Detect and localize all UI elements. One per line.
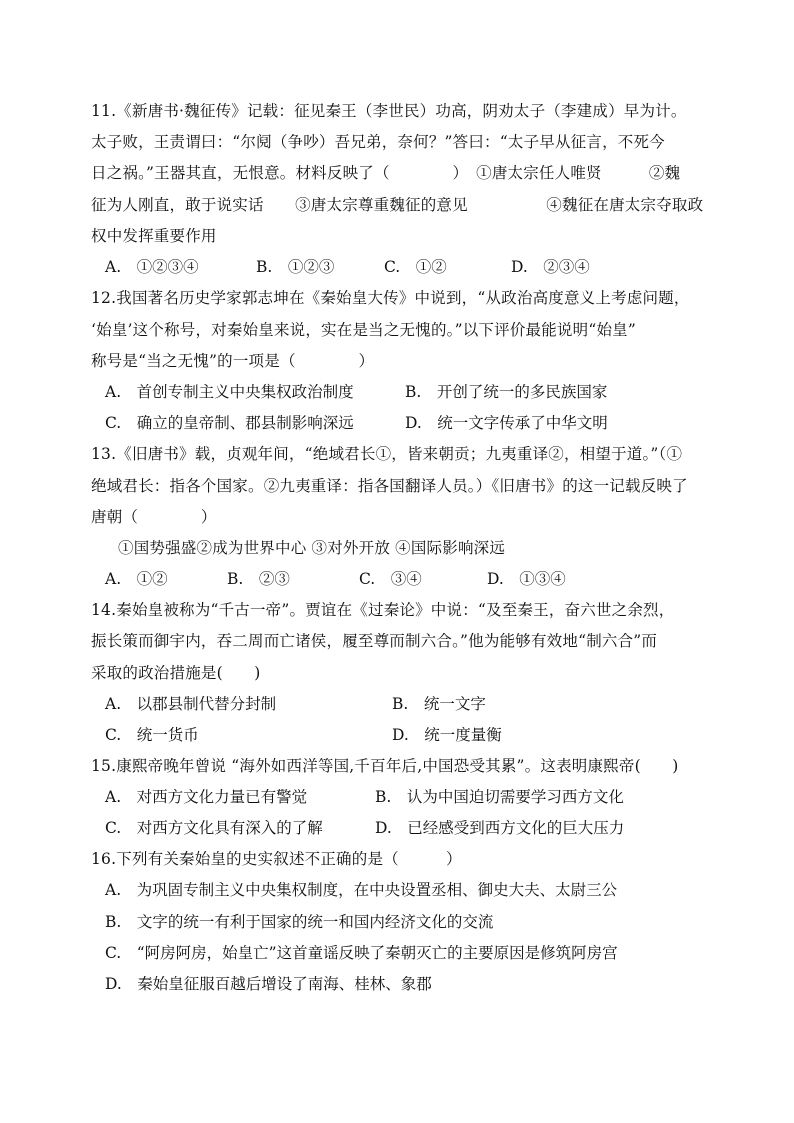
q14-option-c: C. 统一货币 [105,726,199,744]
q16-option-a-row [105,880,705,900]
q13-option-d: D. ①③④ [487,570,566,588]
q14-line-3: 采取的政治措施是( ) [91,664,261,682]
q16-option-b-row [105,912,705,932]
q14-option-d: D. 统一度量衡 [392,726,502,744]
q14-line-1: 14.秦始皇被称为“千古一帝”。贾谊在《过秦论》中说：“及至秦王，奋六世之余烈， [91,601,675,619]
q11-options [105,257,705,277]
q13-option-c: C. ③④ [359,570,422,588]
q14-options-row-2 [105,725,705,745]
q16-option-c: C. “阿房阿房，始皇亡”这首童谣反映了秦朝灭亡的主要原因是修筑阿房宫 [105,944,618,962]
q12-option-b: B. 开创了统一的多民族国家 [405,383,608,401]
q11-option-c: C. ①② [384,258,447,276]
q14-option-a: A. 以郡县制代替分封制 [105,695,277,713]
q15-option-c: C. 对西方文化具有深入的了解 [105,819,323,837]
q15-options-row-2 [105,818,705,838]
q15-line-1: 15.康熙帝晚年曾说 “海外如西洋等国,千百年后,中国恐受其累”。这表明康熙帝( ) [91,757,679,775]
q16-line-1: 16.下列有关秦始皇的史实叙述不正确的是（ ） [91,850,462,868]
q15-option-b: B. 认为中国迫切需要学习西方文化 [375,788,624,806]
q12-line-3: 称号是“当之无愧”的一项是（ ） [91,352,375,370]
q16-option-d: D. 秦始皇征服百越后增设了南海、桂林、象郡 [105,975,432,993]
q11-option-d: D. ②③④ [511,258,590,276]
q13-statements: ①国势强盛②成为世界中心 ③对外开放 ④国际影响深远 [118,539,506,557]
q15-options-row-1 [105,787,705,807]
q12-options-row-1 [105,382,705,402]
q16-option-b: B. 文字的统一有利于国家的统一和国内经济文化的交流 [105,913,494,931]
q11-line-3: 日之祸。”王器其直，无恨意。材料反映了（ ） ①唐太宗任人唯贤 ②魏 [91,164,681,182]
q16-option-a: A. 为巩固专制主义中央集权制度，在中央设置丞相、御史大夫、太尉三公 [105,881,618,899]
q13-option-a: A. ①② [105,570,168,588]
q11-option-b: B. ①②③ [256,258,335,276]
q16-option-d-row [105,974,705,994]
q15-option-d: D. 已经感受到西方文化的巨大压力 [375,819,625,837]
q12-option-c: C. 确立的皇帝制、郡县制影响深远 [105,414,354,432]
q12-line-2: ‘始皇’这个称号，对秦始皇来说，实在是当之无愧的。”以下评价最能说明“始皇” [91,321,636,339]
q12-option-d: D. 统一文字传承了中华文明 [405,414,608,432]
q14-option-b: B. 统一文字 [392,695,486,713]
q13-options [105,569,705,589]
q13-option-b: B. ②③ [227,570,290,588]
q11-option-a: A. ①②③④ [105,258,199,276]
q13-line-1: 13.《旧唐书》载，贞观年间，“绝域君长①，皆来朝贡；九夷重译②，相望于道。”（① [91,445,683,463]
q14-line-2: 振长策而御宇内，吞二周而亡诸侯，履至尊而制六合。”他为能够有效地“制六合”而 [91,632,658,650]
q12-line-1: 12.我国著名历史学家郭志坤在《秦始皇大传》中说到，“从政治高度意义上考虑问题， [91,289,690,307]
q15-option-a: A. 对西方文化力量已有警觉 [105,788,308,806]
q12-option-a: A. 首创专制主义中央集权政治制度 [105,383,354,401]
q11-line-2: 太子败，王责谓曰：“尔阋（争吵）吾兄弟，奈何？”答曰：“太子早从征言，不死今 [91,133,665,151]
q14-options-row-1 [105,694,705,714]
q12-options-row-2 [105,413,705,433]
q13-line-3: 唐朝（ ） [91,508,217,526]
q16-option-c-row [105,943,705,963]
q11-line-5: 权中发挥重要作用 [91,227,217,245]
q11-line-4: 征为人刚直，敢于说实话 ③唐太宗尊重魏征的意见 ④魏征在唐太宗夺取政 [91,196,704,214]
q13-line-2: 绝域君长：指各个国家。②九夷重译：指各国翻译人员。）《旧唐书》的这一记载反映了 [91,477,688,495]
q11-line-1: 11.《新唐书·魏征传》记载：征见秦王（李世民）功高，阴劝太子（李建成）早为计。 [91,102,687,120]
